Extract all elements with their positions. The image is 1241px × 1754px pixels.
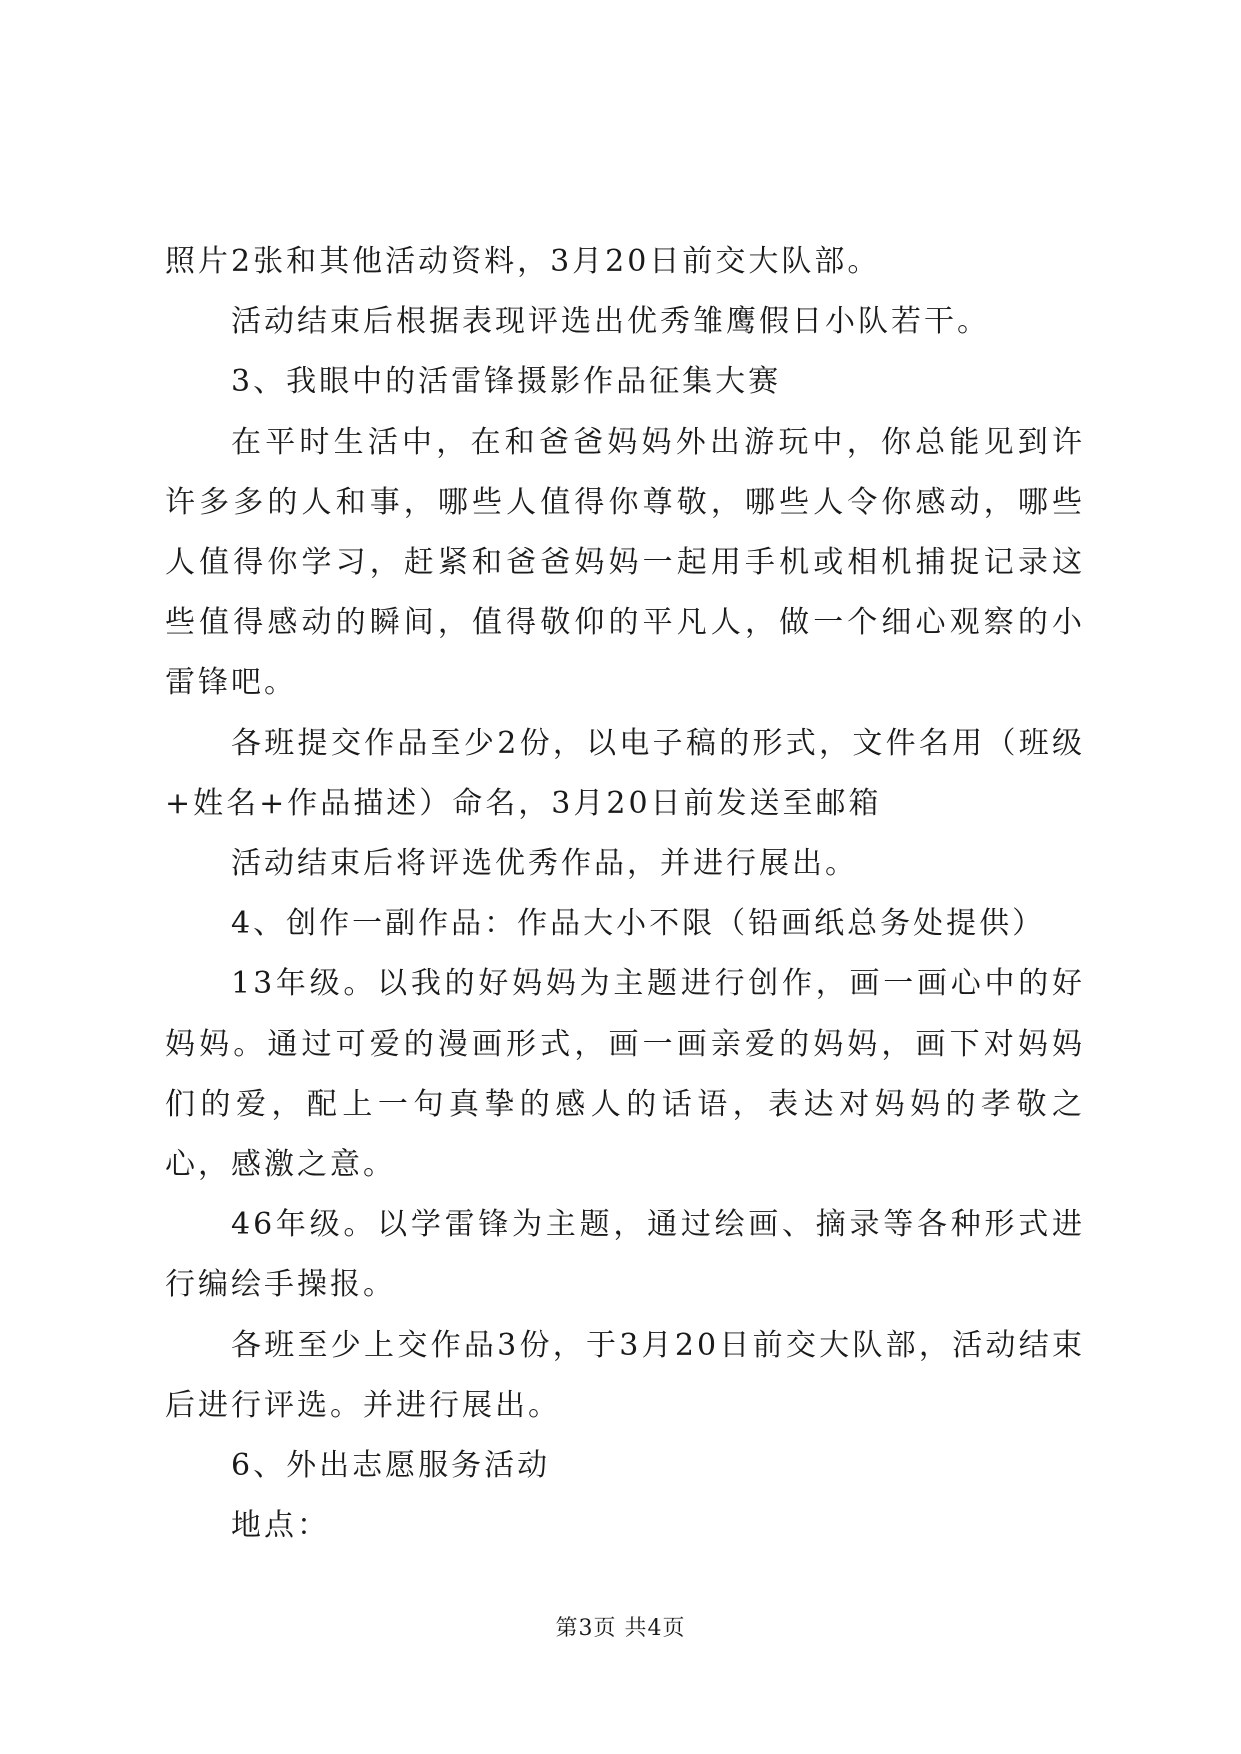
paragraph-grades-1-3: 13年级。以我的好妈妈为主题进行创作，画一画心中的好妈妈。通过可爱的漫画形式，画一画亲爱的妈妈，画下对妈妈们的爱，配上一句真挚的感人的话语，表达对妈妈的孝敬之心，感激之意。 xyxy=(165,966,1085,1183)
paragraph-grades-4-6: 46年级。以学雷锋为主题，通过绘画、摘录等各种形式进行编绘手操报。 xyxy=(165,1207,1085,1303)
paragraph-photography-exhibition: 活动结束后将评选优秀作品，并进行展出。 xyxy=(231,846,858,882)
heading-volunteer-service: 6、外出志愿服务活动 xyxy=(231,1448,551,1484)
paragraph-photography-description: 在平时生活中，在和爸爸妈妈外出游玩中，你总能见到许许多多的人和事，哪些人值得你尊敬，哪些人令你感动，哪些人值得你学习，赶紧和爸爸妈妈一起用手机或相机捕捉记录这些值得感动的瞬间，值得敬仰的平凡人，做一个细心观察的小雷锋吧。 xyxy=(165,424,1085,701)
paragraph-squad-selection: 活动结束后根据表现评选出优秀雏鹰假日小队若干。 xyxy=(231,304,990,340)
page-footer: 第3页 共4页 xyxy=(555,1616,686,1641)
document-body xyxy=(165,232,1085,1556)
heading-photography-contest: 3、我眼中的活雷锋摄影作品征集大赛 xyxy=(231,364,782,400)
heading-artwork-creation: 4、创作一副作品：作品大小不限（铅画纸总务处提供） xyxy=(231,906,1046,942)
paragraph-photo-materials: 照片2张和其他活动资料，3月20日前交大队部。 xyxy=(165,244,881,279)
paragraph-photography-submission: 各班提交作品至少2份，以电子稿的形式，文件名用（班级+姓名+作品描述）命名，3月20日前发送至邮箱 xyxy=(165,725,1085,821)
paragraph-location: 地点： xyxy=(231,1508,330,1544)
paragraph-artwork-submission: 各班至少上交作品3份，于3月20日前交大队部，活动结束后进行评选。并进行展出。 xyxy=(165,1327,1085,1423)
